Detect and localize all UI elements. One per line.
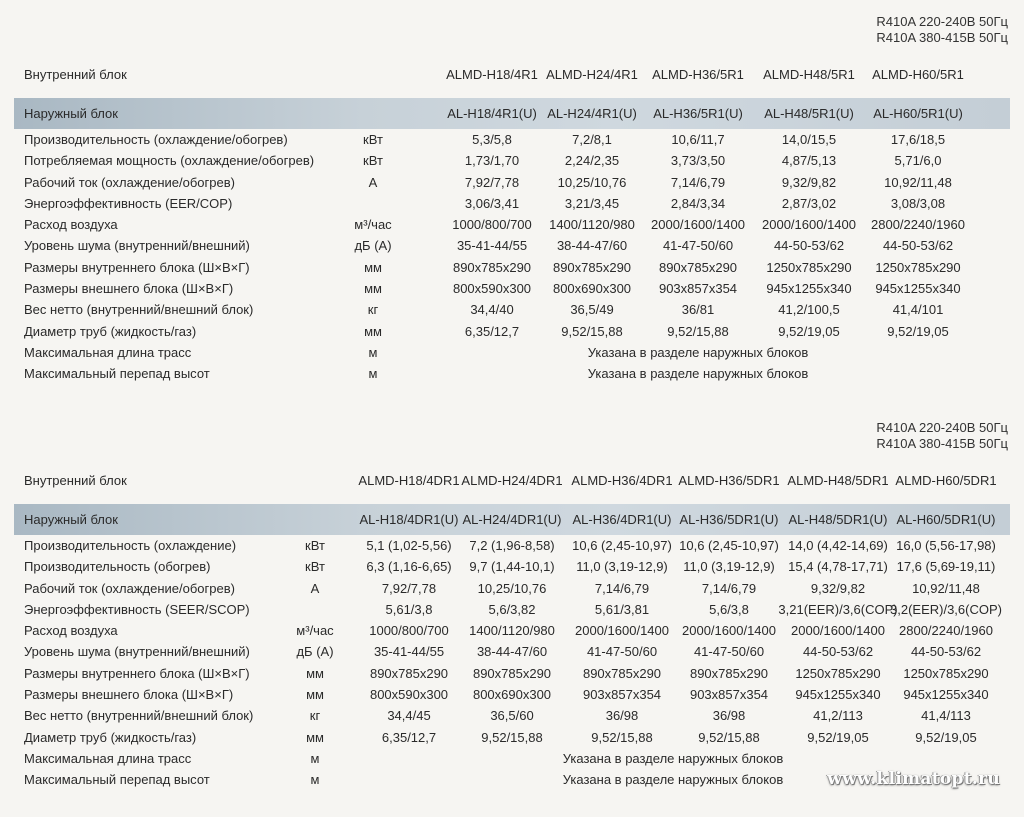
spec-value: 2000/1600/1400 xyxy=(575,623,669,639)
spec-value: 945х1255х340 xyxy=(795,687,881,703)
spec-row xyxy=(14,363,1010,384)
spec-value: 10,25/10,76 xyxy=(477,580,547,596)
spec-value: 890х785х290 xyxy=(658,259,738,275)
spec-value: 5,71/6,0 xyxy=(894,153,942,169)
spec-label: Максимальная длина трасс xyxy=(24,344,192,360)
spec-value: 2800/2240/1960 xyxy=(871,217,965,233)
spec-value: 800х690х300 xyxy=(552,281,632,297)
indoor-model-name: ALMD-H24/4DR1 xyxy=(461,473,563,488)
spec-unit: м xyxy=(310,750,320,766)
spec-value: 7,2 (1,96-8,58) xyxy=(469,538,555,553)
spec-value: 35-41-44/55 xyxy=(373,644,445,660)
spec-unit: кВт xyxy=(363,132,383,147)
spec-row xyxy=(14,129,1010,150)
outdoor-model-name: AL-H18/4R1(U) xyxy=(447,106,537,121)
spec-value: 14,0 (4,42-14,69) xyxy=(788,538,888,553)
spec-value: 1400/1120/980 xyxy=(549,217,635,233)
spec-value: 2000/1600/1400 xyxy=(791,623,885,639)
spec-value: 9,52/15,88 xyxy=(481,729,543,745)
spec-row xyxy=(14,235,1010,256)
spec-row xyxy=(14,663,1010,684)
indoor-unit-header-row xyxy=(14,60,1010,90)
spec-value: 903х857х354 xyxy=(689,687,769,703)
spec-value: 1000/800/700 xyxy=(452,217,532,233)
spec-label: Вес нетто (внутренний/внешний блок) xyxy=(24,708,254,724)
outdoor-unit-label: Наружный блок xyxy=(24,106,118,121)
spec-unit: кВт xyxy=(363,153,383,169)
spec-unit: дБ (А) xyxy=(296,644,334,660)
outdoor-model-name: AL-H48/5DR1(U) xyxy=(788,512,888,527)
spec-value: 3,73/3,50 xyxy=(670,153,726,169)
spec-value: 36/81 xyxy=(681,302,715,318)
spec-value: 17,6/18,5 xyxy=(890,132,946,147)
spec-label: Потребляемая мощность (охлаждение/обогрев) xyxy=(24,153,315,169)
spec-unit: А xyxy=(310,580,320,596)
spec-row xyxy=(14,150,1010,171)
spec-label: Диаметр труб (жидкость/газ) xyxy=(24,729,197,745)
outdoor-model-name: AL-H24/4R1(U) xyxy=(547,106,637,121)
spec-value: 2000/1600/1400 xyxy=(651,217,745,233)
spec-row xyxy=(14,342,1010,363)
spec-value: 41-47-50/60 xyxy=(586,644,658,660)
spec-value: 890х785х290 xyxy=(452,259,532,275)
spec-unit: мм xyxy=(306,687,324,703)
spec-unit: мм xyxy=(364,259,382,275)
spec-row xyxy=(14,172,1010,193)
spec-label: Энергоэффективность (EER/COP) xyxy=(24,195,233,211)
spec-value: 7,92/7,78 xyxy=(464,174,520,190)
spec-value: 41,4/113 xyxy=(921,708,971,724)
spec-label: Максимальный перепад высот xyxy=(24,772,210,788)
spec-value: 9,52/19,05 xyxy=(778,323,840,339)
spec-unit: мм xyxy=(306,729,324,745)
spec-value: 9,32/9,82 xyxy=(781,174,837,190)
outdoor-model-name: AL-H60/5R1(U) xyxy=(873,106,963,121)
refrigerant-line: R410A 380-415В 50Гц xyxy=(876,436,1008,451)
spec-merged-note: Указана в разделе наружных блоков xyxy=(562,750,784,766)
outdoor-model-name: AL-H36/4DR1(U) xyxy=(572,512,672,527)
spec-value: 34,4/45 xyxy=(387,708,431,724)
spec-value: 11,0 (3,19-12,9) xyxy=(576,559,668,575)
spec-value: 9,52/15,88 xyxy=(591,729,653,745)
spec-row xyxy=(14,257,1010,278)
outdoor-model-name: AL-H36/5DR1(U) xyxy=(679,512,779,527)
spec-label: Размеры внутреннего блока (Ш×В×Г) xyxy=(24,259,250,275)
spec-value: 5,61/3,81 xyxy=(594,601,650,617)
header-spacer xyxy=(14,90,1010,98)
spec-value: 36/98 xyxy=(712,708,746,724)
spec-unit: мм xyxy=(364,281,382,297)
spec-unit: кг xyxy=(309,708,321,724)
spec-value: 36,5/60 xyxy=(490,708,534,724)
spec-value: 1,73/1,70 xyxy=(464,153,520,169)
spec-value: 44-50-53/62 xyxy=(882,238,954,254)
spec-value: 903х857х354 xyxy=(658,281,738,297)
spec-label: Производительность (охлаждение/обогрев) xyxy=(24,132,288,147)
spec-value: 3,06/3,41 xyxy=(464,195,520,211)
spec-unit: м xyxy=(368,344,378,360)
spec-value: 9,52/15,88 xyxy=(667,323,729,339)
spec-value: 2000/1600/1400 xyxy=(762,217,856,233)
spec-label: Максимальный перепад высот xyxy=(24,366,210,382)
header-spacer xyxy=(14,496,1010,504)
spec-row xyxy=(14,556,1010,577)
spec-unit: мм xyxy=(306,665,324,681)
spec-value: 800х690х300 xyxy=(472,687,552,703)
spec-value: 6,35/12,7 xyxy=(464,323,520,339)
spec-value: 6,3 (1,16-6,65) xyxy=(366,559,452,575)
spec-unit: А xyxy=(368,174,378,190)
spec-value: 2,87/3,02 xyxy=(781,195,837,211)
spec-value: 9,52/15,88 xyxy=(698,729,760,745)
spec-merged-note: Указана в разделе наружных блоков xyxy=(587,366,809,382)
spec-value: 15,4 (4,78-17,71) xyxy=(788,559,888,575)
spec-value: 2,84/3,34 xyxy=(670,195,726,211)
spec-value: 9,32/9,82 xyxy=(810,580,866,596)
site-watermark: www.klimatopt.ru xyxy=(827,769,1000,789)
spec-value: 1000/800/700 xyxy=(369,623,449,639)
spec-value: 44-50-53/62 xyxy=(910,644,982,660)
spec-row xyxy=(14,214,1010,235)
spec-value: 41,4/101 xyxy=(892,302,944,318)
spec-value: 9,52/19,05 xyxy=(915,729,977,745)
indoor-model-name: ALMD-H48/5DR1 xyxy=(787,473,889,488)
indoor-model-name: ALMD-H60/5R1 xyxy=(872,67,964,82)
indoor-model-name: ALMD-H24/4R1 xyxy=(546,67,638,82)
spec-row xyxy=(14,193,1010,214)
spec-value: 3,08/3,08 xyxy=(890,195,946,211)
spec-value: 10,6/11,7 xyxy=(671,132,725,147)
spec-row xyxy=(14,535,1010,556)
spec-value: 34,4/40 xyxy=(470,302,514,318)
spec-value: 9,52/19,05 xyxy=(887,323,949,339)
spec-value: 7,14/6,79 xyxy=(594,580,650,596)
spec-label: Вес нетто (внутренний/внешний блок) xyxy=(24,302,254,318)
indoor-model-name: ALMD-H36/4DR1 xyxy=(571,473,673,488)
spec-value: 16,0 (5,56-17,98) xyxy=(896,538,996,553)
spec-value: 945х1255х340 xyxy=(903,687,989,703)
spec-unit: м³/час xyxy=(296,623,334,639)
outdoor-model-name: AL-H18/4DR1(U) xyxy=(359,512,459,527)
spec-unit: кВт xyxy=(305,559,325,575)
indoor-unit-label: Внутренний блок xyxy=(24,473,127,488)
spec-value: 7,14/6,79 xyxy=(670,174,726,190)
spec-row xyxy=(14,705,1010,726)
spec-value: 890х785х290 xyxy=(582,665,662,681)
spec-row xyxy=(14,599,1010,620)
spec-value: 41,2/100,5 xyxy=(778,302,840,318)
spec-value: 5,1 (1,02-5,56) xyxy=(366,538,452,553)
spec-merged-note: Указана в разделе наружных блоков xyxy=(562,772,784,788)
spec-label: Уровень шума (внутренний/внешний) xyxy=(24,644,250,660)
spec-table-1 xyxy=(14,60,1010,385)
spec-value: 6,35/12,7 xyxy=(381,729,437,745)
spec-value: 44-50-53/62 xyxy=(773,238,845,254)
spec-value: 890х785х290 xyxy=(369,665,449,681)
spec-value: 38-44-47/60 xyxy=(476,644,548,660)
spec-value: 800х590х300 xyxy=(452,281,532,297)
indoor-model-name: ALMD-H36/5DR1 xyxy=(678,473,780,488)
spec-row xyxy=(14,684,1010,705)
spec-value: 800х590х300 xyxy=(369,687,449,703)
spec-row xyxy=(14,748,1010,769)
spec-row xyxy=(14,641,1010,662)
outdoor-model-name: AL-H24/4DR1(U) xyxy=(462,512,562,527)
spec-label: Расход воздуха xyxy=(24,623,118,639)
spec-label: Энергоэффективность (SEER/SCOP) xyxy=(24,601,250,617)
spec-value: 5,3/5,8 xyxy=(472,132,512,147)
spec-value: 1250х785х290 xyxy=(875,259,961,275)
spec-value: 4,87/5,13 xyxy=(781,153,837,169)
spec-value: 41-47-50/60 xyxy=(662,238,734,254)
spec-value: 3,21(EER)/3,6(COP) xyxy=(778,601,898,617)
outdoor-model-name: AL-H60/5DR1(U) xyxy=(896,512,996,527)
spec-row xyxy=(14,299,1010,320)
indoor-model-name: ALMD-H18/4R1 xyxy=(446,67,538,82)
spec-value: 44-50-53/62 xyxy=(802,644,874,660)
spec-row xyxy=(14,278,1010,299)
spec-unit: кг xyxy=(367,302,379,318)
spec-value: 5,6/3,82 xyxy=(488,601,536,617)
refrigerant-line: R410A 220-240В 50Гц xyxy=(876,14,1008,29)
spec-value: 945х1255х340 xyxy=(875,281,961,297)
spec-value: 41-47-50/60 xyxy=(693,644,765,660)
spec-value: 10,25/10,76 xyxy=(557,174,627,190)
spec-row xyxy=(14,620,1010,641)
spec-unit: дБ (А) xyxy=(354,238,392,254)
spec-value: 17,6 (5,69-19,11) xyxy=(896,559,996,575)
refrigerant-info-2 xyxy=(876,420,1008,452)
spec-value: 10,92/11,48 xyxy=(912,580,980,596)
indoor-unit-header-row xyxy=(14,466,1010,496)
spec-row xyxy=(14,578,1010,599)
spec-label: Диаметр труб (жидкость/газ) xyxy=(24,323,197,339)
refrigerant-info-1 xyxy=(876,14,1008,46)
indoor-unit-label: Внутренний блок xyxy=(24,67,127,82)
spec-value: 38-44-47/60 xyxy=(556,238,628,254)
spec-label: Расход воздуха xyxy=(24,217,118,233)
spec-label: Размеры внешнего блока (Ш×В×Г) xyxy=(24,687,234,703)
spec-value: 3,21/3,45 xyxy=(564,195,620,211)
indoor-model-name: ALMD-H48/5R1 xyxy=(763,67,855,82)
spec-value: 11,0 (3,19-12,9) xyxy=(683,559,775,575)
spec-value: 903х857х354 xyxy=(582,687,662,703)
spec-value: 1250х785х290 xyxy=(795,665,881,681)
spec-label: Рабочий ток (охлаждение/обогрев) xyxy=(24,580,235,596)
spec-value: 3,2(EER)/3,6(COP) xyxy=(890,601,1002,617)
spec-value: 890х785х290 xyxy=(552,259,632,275)
spec-value: 41,2/113 xyxy=(813,708,863,724)
spec-value: 14,0/15,5 xyxy=(781,132,837,147)
spec-row xyxy=(14,321,1010,342)
spec-value: 9,52/15,88 xyxy=(561,323,623,339)
spec-value: 36/98 xyxy=(605,708,639,724)
spec-value: 7,92/7,78 xyxy=(381,580,437,596)
spec-label: Рабочий ток (охлаждение/обогрев) xyxy=(24,174,235,190)
spec-unit: м³/час xyxy=(354,217,392,233)
spec-label: Производительность (обогрев) xyxy=(24,559,211,575)
spec-value: 1250х785х290 xyxy=(766,259,852,275)
refrigerant-line: R410A 380-415В 50Гц xyxy=(876,30,1008,45)
spec-table-2 xyxy=(14,466,1010,791)
spec-row xyxy=(14,727,1010,748)
spec-value: 945х1255х340 xyxy=(766,281,852,297)
refrigerant-line: R410A 220-240В 50Гц xyxy=(876,420,1008,435)
spec-value: 890х785х290 xyxy=(689,665,769,681)
indoor-model-name: ALMD-H36/5R1 xyxy=(652,67,744,82)
spec-value: 2000/1600/1400 xyxy=(682,623,776,639)
spec-unit: кВт xyxy=(305,538,325,553)
spec-value: 9,52/19,05 xyxy=(807,729,869,745)
spec-label: Размеры внешнего блока (Ш×В×Г) xyxy=(24,281,234,297)
spec-merged-note: Указана в разделе наружных блоков xyxy=(587,344,809,360)
outdoor-unit-header-row xyxy=(14,98,1010,129)
spec-value: 7,14/6,79 xyxy=(701,580,757,596)
spec-value: 2800/2240/1960 xyxy=(899,623,993,639)
outdoor-unit-label: Наружный блок xyxy=(24,512,118,527)
spec-value: 1250х785х290 xyxy=(903,665,989,681)
spec-value: 5,61/3,8 xyxy=(385,601,433,617)
spec-value: 10,92/11,48 xyxy=(884,174,952,190)
spec-label: Размеры внутреннего блока (Ш×В×Г) xyxy=(24,665,250,681)
spec-value: 1400/1120/980 xyxy=(469,623,555,639)
spec-unit: мм xyxy=(364,323,382,339)
spec-value: 890х785х290 xyxy=(472,665,552,681)
outdoor-unit-header-row xyxy=(14,504,1010,535)
outdoor-model-name: AL-H48/5R1(U) xyxy=(764,106,854,121)
spec-value: 35-41-44/55 xyxy=(456,238,528,254)
indoor-model-name: ALMD-H60/5DR1 xyxy=(895,473,997,488)
spec-value: 7,2/8,1 xyxy=(572,132,612,147)
outdoor-model-name: AL-H36/5R1(U) xyxy=(653,106,743,121)
spec-unit: м xyxy=(368,366,378,382)
spec-value: 5,6/3,8 xyxy=(709,601,749,617)
spec-unit: м xyxy=(310,772,320,788)
indoor-model-name: ALMD-H18/4DR1 xyxy=(358,473,460,488)
spec-value: 36,5/49 xyxy=(570,302,614,318)
spec-value: 2,24/2,35 xyxy=(564,153,620,169)
spec-label: Максимальная длина трасс xyxy=(24,750,192,766)
spec-value: 9,7 (1,44-10,1) xyxy=(469,559,555,575)
spec-label: Производительность (охлаждение) xyxy=(24,538,237,553)
spec-label: Уровень шума (внутренний/внешний) xyxy=(24,238,250,254)
spec-value: 10,6 (2,45-10,97) xyxy=(679,538,779,553)
spec-value: 10,6 (2,45-10,97) xyxy=(572,538,672,553)
